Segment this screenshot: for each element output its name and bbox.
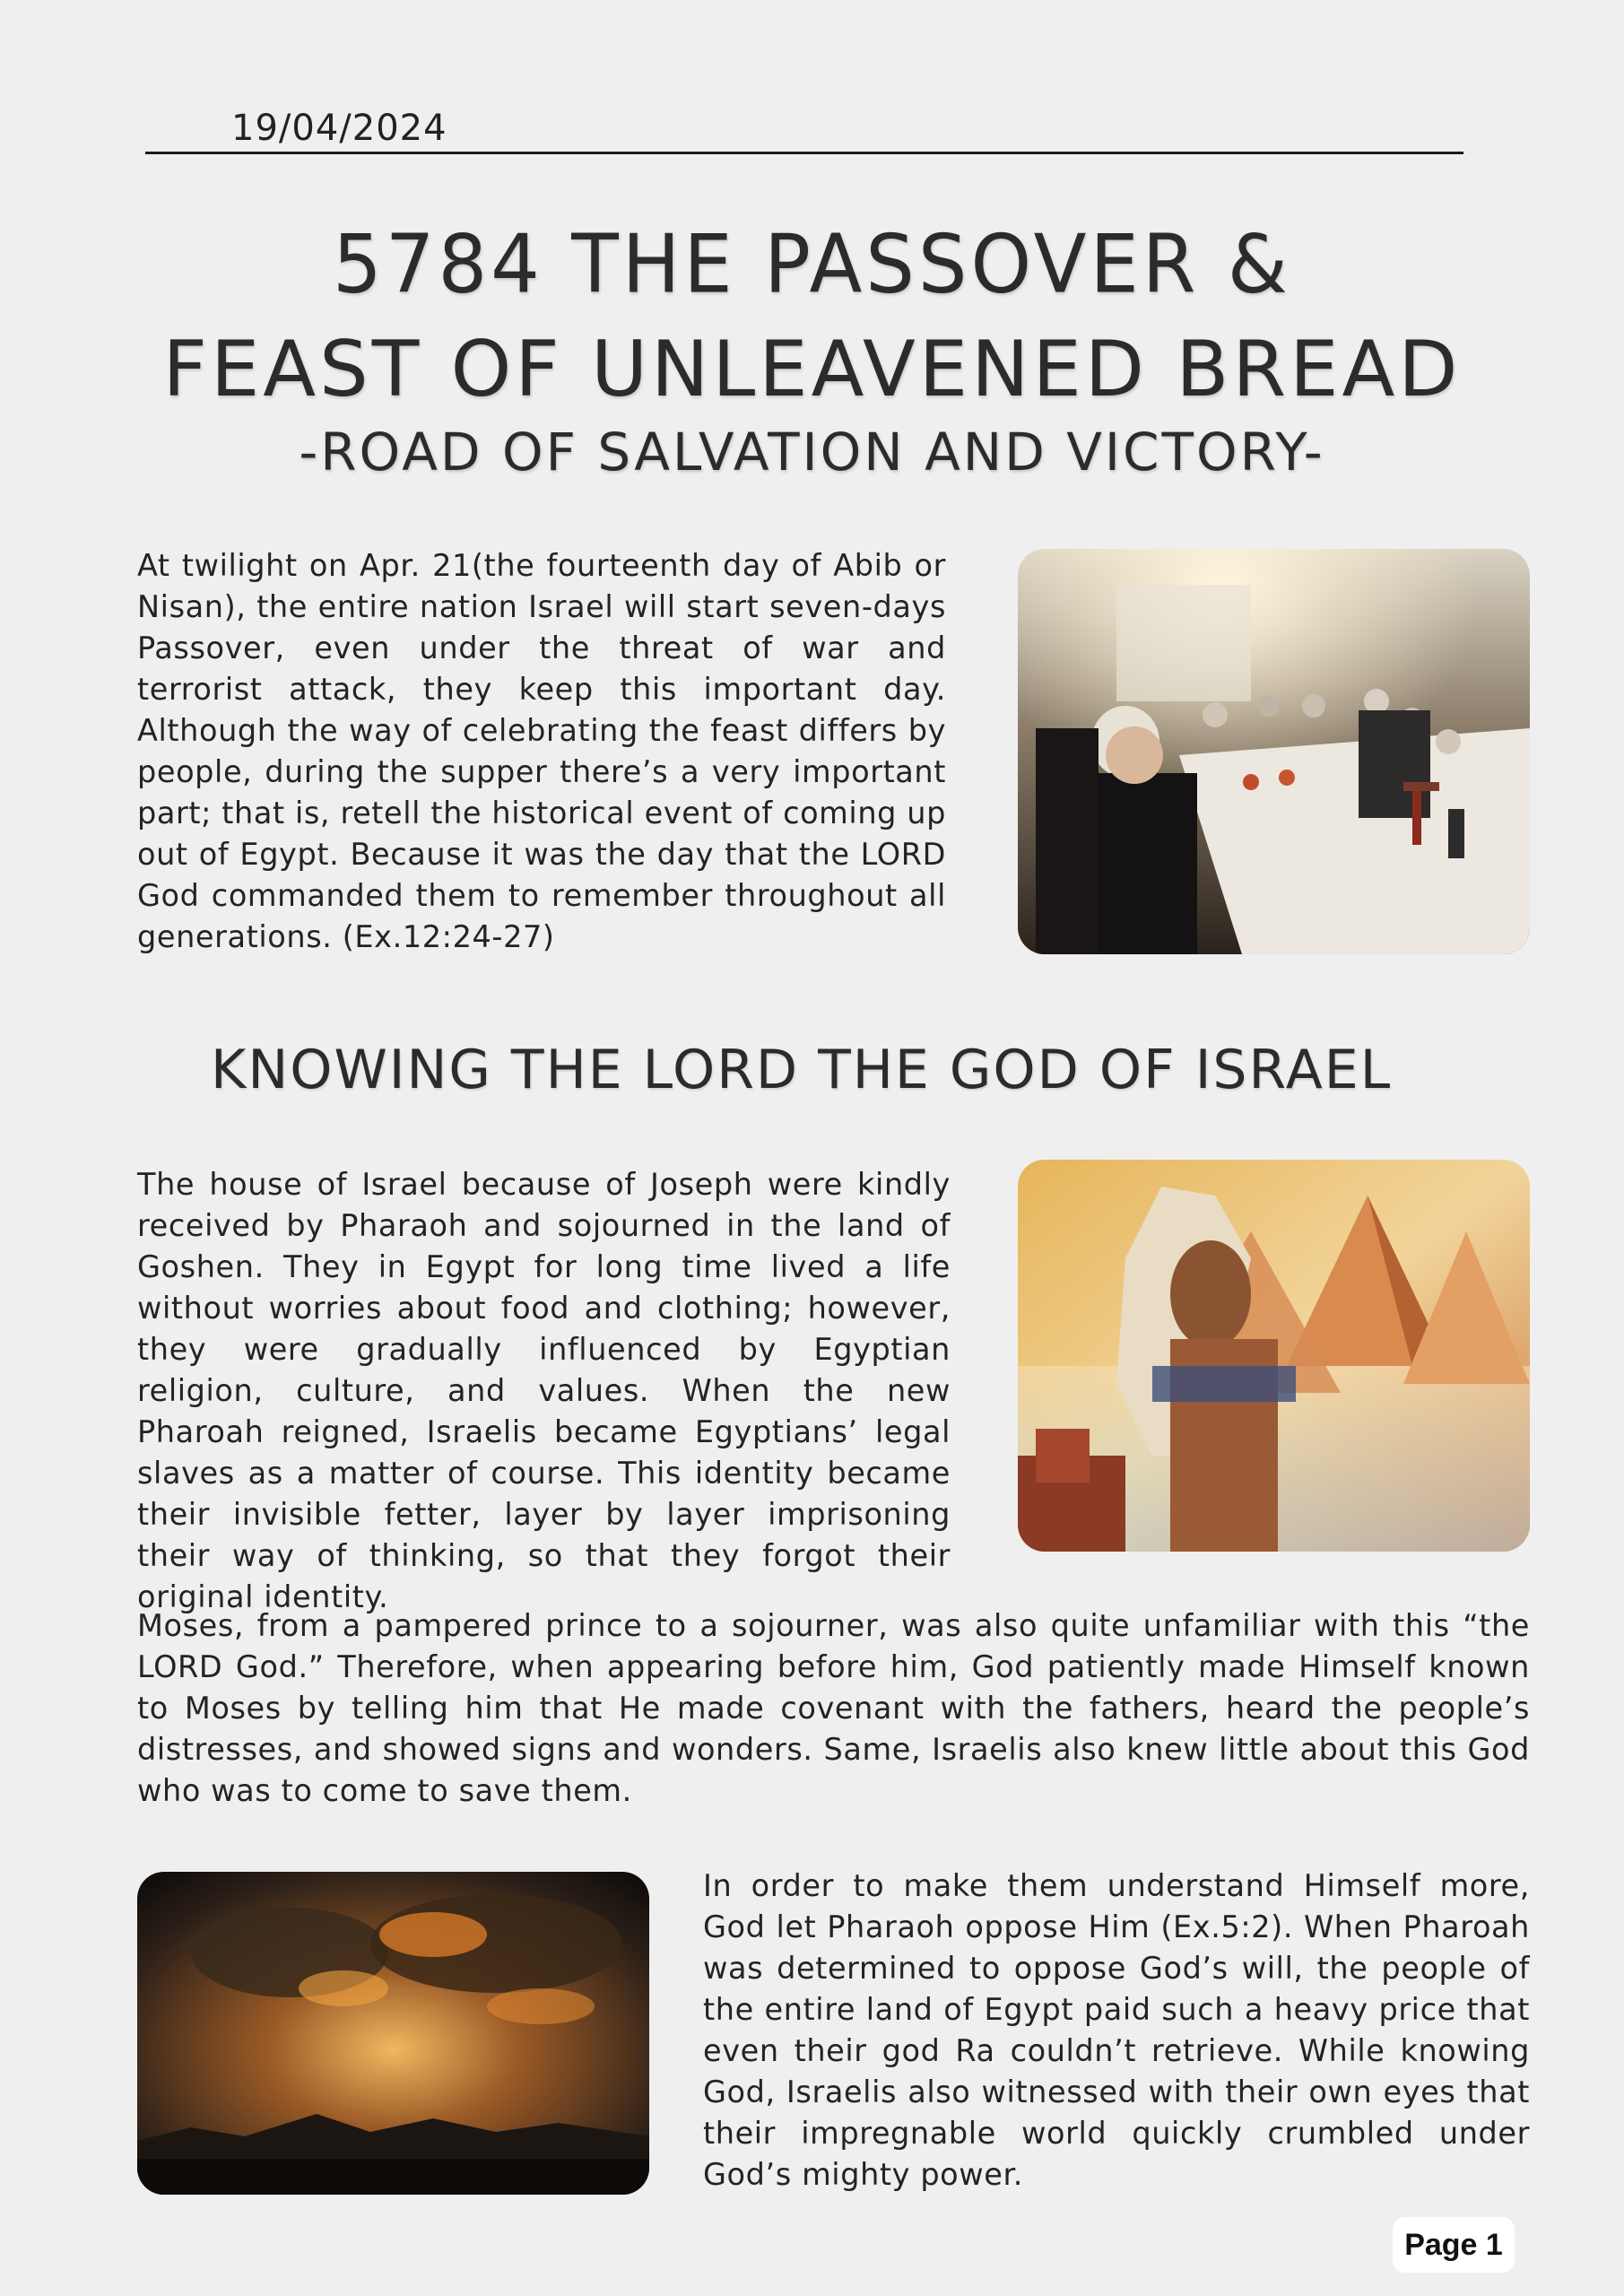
body-paragraph-1: The house of Israel because of Joseph were kindly received by Pharaoh and sojourned in the land of Goshen. They in Egypt for long time lived a life without worries about food and clothing; however, they were gradually influenced by Egyptian religion, culture, and values. When the new Pharoah reigned, Israelis became Egyptians’ legal slaves as a matter of course. This identity became their invisible fetter, layer by layer imprisoning their way of thinking, so that they forgot their original identity. <box>137 1167 951 1614</box>
page-number-badge: Page 1 <box>1393 2217 1515 2273</box>
pharaoh-pyramids-image <box>1018 1160 1530 1552</box>
title-line-2: FEAST OF UNLEAVENED BREAD <box>162 325 1462 414</box>
document-date: 19/04/2024 <box>231 108 447 149</box>
body-paragraph-3: In order to make them understand Himself more, God let Pharaoh oppose Him (Ex.5:2). When Pharoah was determined to oppose God’s will, the people of the entire land of Egypt paid such a heavy price that even their god Ra couldn’t retrieve. While knowing God, Israelis also witnessed with their own eyes that their impregnable world quickly crumbled under God’s mighty power. <box>703 1868 1530 2192</box>
storm-over-egypt-image <box>137 1872 649 2195</box>
subtitle: -ROAD OF SALVATION AND VICTORY- <box>299 422 1325 483</box>
title-line-1: 5784 THE PASSOVER & <box>333 217 1291 312</box>
header-divider <box>145 152 1463 154</box>
passover-seder-photo <box>1018 549 1530 954</box>
body-paragraph-2: Moses, from a pampered prince to a sojourner, was also quite unfamiliar with this “the LORD God.” Therefore, when appearing before him, God patiently made Himself known to Moses by telling him that He made covenant with the fathers, heard the people’s distresses, and showed signs and wonders. Same, Israelis also knew little about this God who was to come to save them. <box>137 1608 1530 1808</box>
intro-paragraph: At twilight on Apr. 21(the fourteenth day of Abib or Nisan), the entire nation Israel will start seven-days Passover, even under the threat of war and terrorist attack, they keep this important day. Although the way of celebrating the feast differs by people, during the supper there’s a very important part; that is, retell the historical event of coming up out of Egypt. Because it was the day that the LORD God commanded them to remember throughout all generations. (Ex.12:24-27) <box>137 548 946 954</box>
section-heading: KNOWING THE LORD THE GOD OF ISRAEL <box>211 1039 1393 1101</box>
